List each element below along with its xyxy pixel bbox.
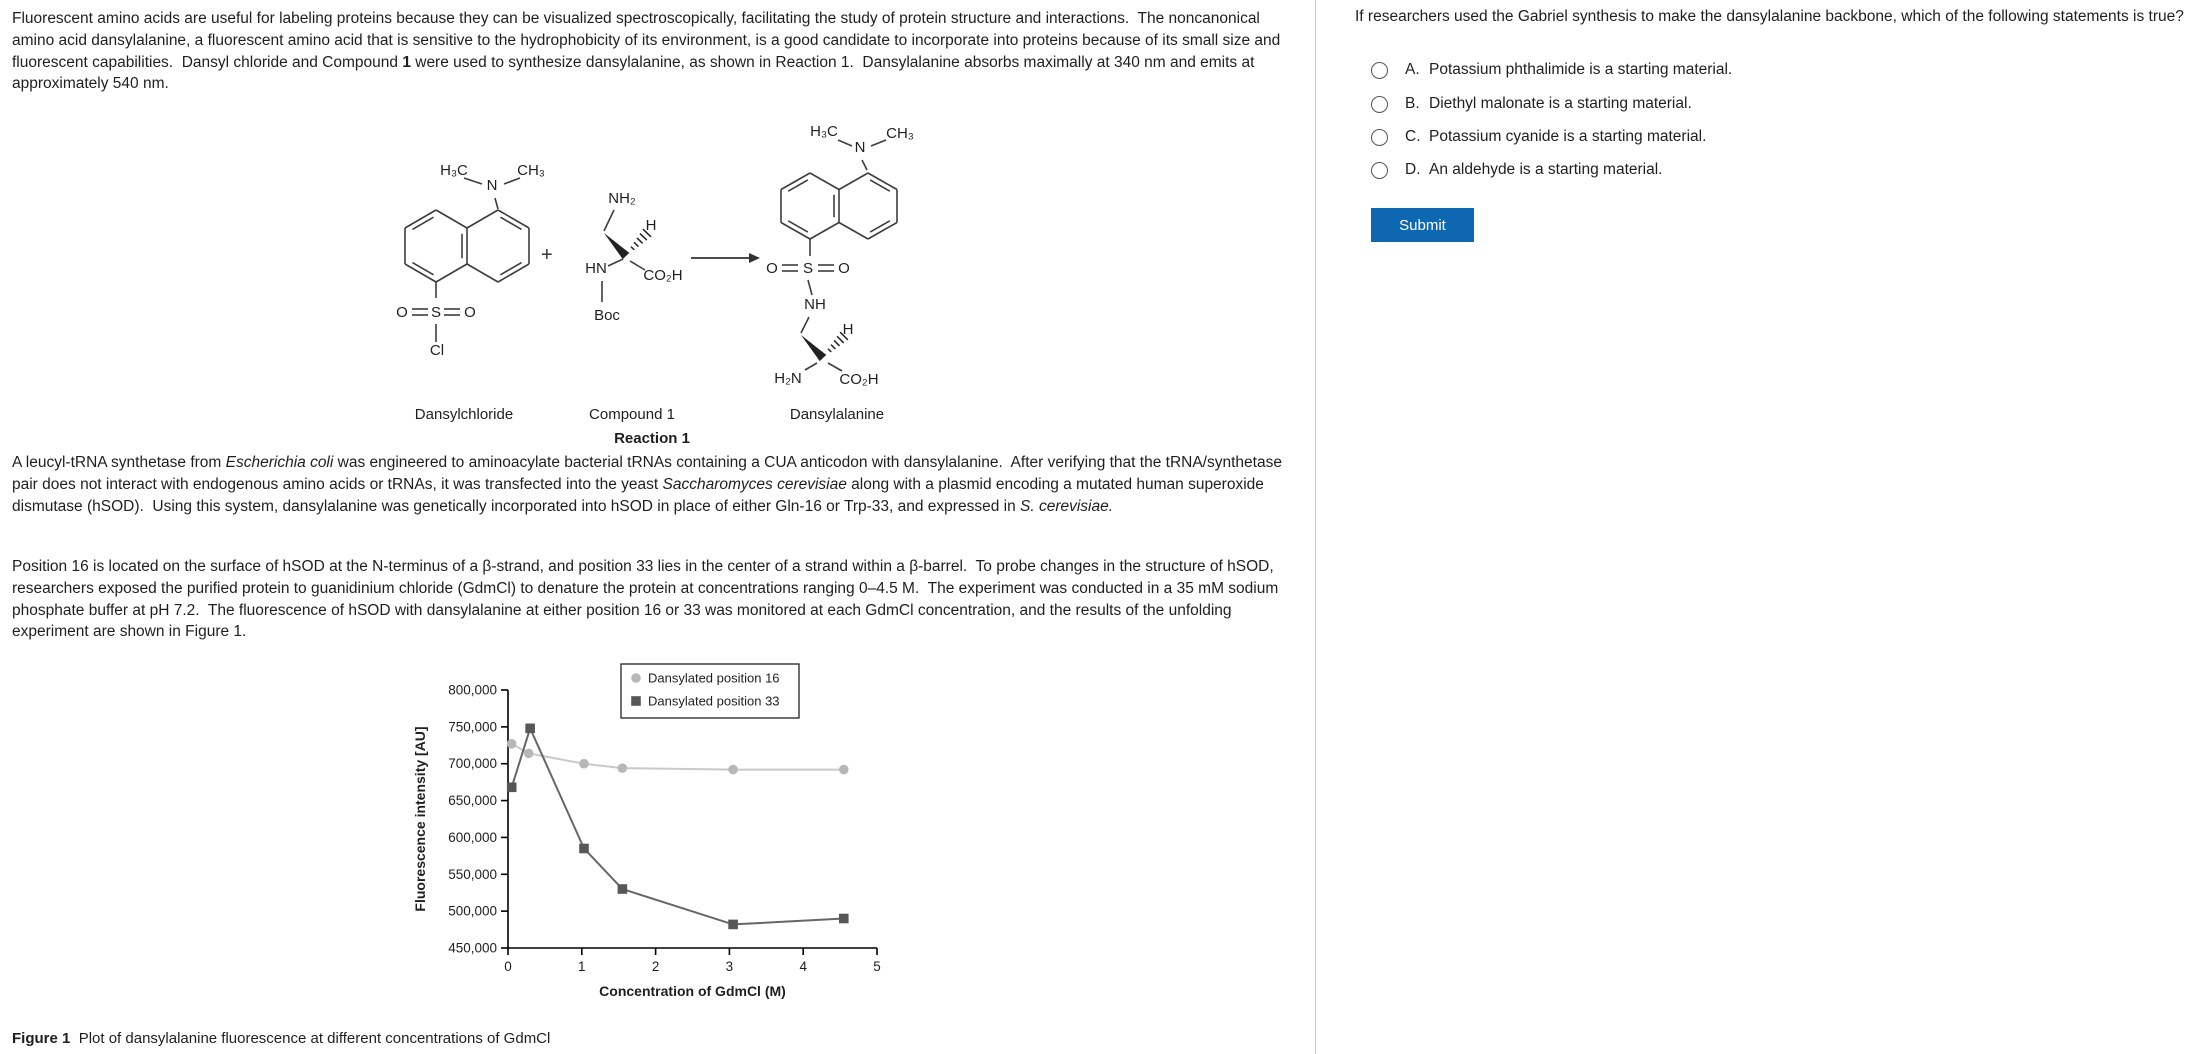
ring-bond — [839, 223, 868, 240]
option-a-letter: A. — [1405, 61, 1420, 78]
data-point — [728, 920, 738, 930]
data-point — [507, 783, 517, 793]
answer-option-b[interactable] — [1371, 94, 1692, 114]
bond — [604, 210, 614, 231]
double-bond — [412, 263, 433, 275]
answer-option-a[interactable] — [1371, 60, 1732, 80]
bond — [805, 363, 817, 370]
reaction-arrow-icon — [690, 249, 762, 267]
atom-label-o: O — [766, 260, 778, 277]
hash-bond — [828, 349, 831, 352]
text-segment: 1 — [402, 53, 411, 71]
atom-label-hn: HN — [585, 260, 607, 277]
text-segment: A leucyl-tRNA synthetase from — [12, 454, 226, 471]
atom-label-n: N — [854, 139, 866, 156]
atom-label-co2h: CO₂H — [643, 267, 683, 284]
double-bond — [500, 263, 521, 275]
y-axis-title: Fluorescence intensity [AU] — [412, 726, 428, 912]
text-segment: S. cerevisiae. — [1020, 497, 1114, 515]
y-tick-label: 600,000 — [448, 829, 497, 845]
atom-label-h2n: H₂N — [774, 370, 802, 387]
option-b-text: Diethyl malonate is a starting material. — [1429, 95, 1692, 112]
bond — [828, 363, 842, 371]
data-point — [507, 739, 517, 749]
atom-label-ch3: CH₃ — [886, 125, 914, 142]
legend-marker-circle — [631, 673, 641, 683]
atom-label-ch3: CH₃ — [517, 162, 545, 179]
x-tick-label: 5 — [873, 959, 881, 974]
answer-option-c[interactable] — [1371, 127, 1706, 147]
atom-label-cl: Cl — [429, 342, 445, 359]
data-point — [579, 759, 589, 769]
hash-bond — [634, 242, 639, 246]
ring-bond — [839, 173, 868, 190]
option-d-radio[interactable] — [1371, 162, 1388, 179]
option-b-letter: B. — [1405, 95, 1420, 112]
bond — [871, 140, 886, 146]
bond — [801, 317, 809, 333]
bond — [808, 280, 812, 295]
answer-option-d[interactable] — [1371, 160, 1662, 180]
ring-bond — [810, 173, 839, 190]
legend-marker-square — [631, 696, 641, 706]
option-d-text: An aldehyde is a starting material. — [1429, 161, 1663, 178]
option-d-letter: D. — [1405, 161, 1421, 178]
ring-bond — [467, 264, 498, 282]
data-point — [839, 765, 849, 775]
data-point — [579, 844, 589, 854]
y-tick-label: 800,000 — [448, 682, 497, 698]
wedge-bond — [801, 335, 826, 361]
series-line — [512, 728, 844, 924]
y-tick-label: 750,000 — [448, 719, 497, 735]
atom-label-o: O — [838, 260, 850, 277]
text-segment: Position 16 is located on the surface of hSOD at the N-terminus of a β-strand, and position 33 lies in the center of a strand within a β-barrel. To probe changes in the structure of hSOD, researchers exposed the purified protein to guanidinium chloride (GdmCl) to denature the protein at concentrations ranging 0–4.5 M. The experiment was conducted in a 35 mM sodium phosphate buffer at pH 7.2. The fluorescence of hSOD with dansylalanine at either position 16 or 33 was monitored at each GdmCl concentration, and the results of the unfolding experiment are shown in Figure 1. — [12, 558, 1283, 641]
figure-caption — [12, 1030, 550, 1047]
option-a-text: Potassium phthalimide is a starting material. — [1429, 61, 1733, 78]
ring-bond — [810, 223, 839, 240]
atom-label-nh: NH — [804, 296, 826, 313]
text-segment: Saccharomyces cerevisiae — [662, 475, 847, 493]
hash-bond — [631, 247, 634, 250]
double-bond — [500, 217, 521, 229]
data-point — [728, 765, 738, 775]
text-segment: along with a plasmid encoding a mutated human superoxide dismutase (hSOD). Using this system, dansylalanine was genetically incorporated into hSOD in place of either Gln-16 or Trp-33, and expressed in — [12, 475, 1269, 515]
hash-bond — [834, 340, 840, 346]
bond — [608, 259, 623, 266]
reaction-title: Reaction 1 — [614, 430, 690, 447]
text-segment: Fluorescent amino acids are useful for labeling proteins because they can be visualized spectroscopically, facilitating the study of protein structure and interactions. The noncanonical amino acid dansylalanine, a fluorescent amino acid that is sensitive to the hydrophobicity of its environment, is a good candidate to incorporate into proteins because of its small size and fluorescent capabilities. Dansyl chloride and Compound — [12, 10, 1285, 71]
legend-label: Dansylated position 33 — [648, 693, 780, 709]
dansyl-chloride-label: Dansylchloride — [414, 406, 514, 423]
option-b-radio[interactable] — [1371, 96, 1388, 113]
atom-label-h3c: H₃C — [440, 162, 468, 179]
data-point — [524, 749, 534, 759]
ring-bond — [467, 210, 498, 228]
atom-label-boc: Boc — [594, 307, 620, 324]
ring-bond — [436, 264, 467, 282]
y-tick-label: 550,000 — [448, 866, 497, 882]
figure-caption-number: Figure 1 — [12, 1030, 71, 1047]
bond — [862, 160, 867, 170]
hash-bond — [637, 238, 643, 243]
option-a-radio[interactable] — [1371, 62, 1388, 79]
double-bond — [870, 221, 890, 232]
bond — [838, 140, 852, 146]
atom-label-nh2: NH₂ — [608, 190, 636, 207]
x-tick-label: 4 — [799, 959, 807, 974]
atom-label-n: N — [486, 177, 498, 194]
data-point — [839, 914, 849, 924]
y-tick-label: 700,000 — [448, 756, 497, 772]
y-tick-label: 650,000 — [448, 793, 497, 809]
question-text: If researchers used the Gabriel synthesis to make the dansylalanine backbone, which of the following statements is true? — [1355, 8, 2184, 25]
x-tick-label: 3 — [725, 959, 734, 974]
atom-label-o: O — [396, 304, 408, 321]
atom-label-h: H — [645, 217, 657, 234]
passage-paragraph-1 — [12, 8, 1306, 95]
data-point — [618, 884, 628, 894]
bond — [495, 198, 498, 209]
atom-label-s: S — [802, 260, 814, 277]
double-bond — [870, 180, 890, 191]
passage-paragraph-2 — [12, 452, 1306, 517]
dansylalanine-label: Dansylalanine — [789, 406, 885, 423]
data-point — [618, 763, 628, 773]
atom-label-o: O — [464, 304, 476, 321]
series-line — [512, 744, 844, 770]
x-tick-label: 2 — [651, 959, 660, 974]
figure-caption-text: Plot of dansylalanine fluorescence at different concentrations of GdmCl — [70, 1030, 551, 1047]
text-segment: was engineered to aminoacylate bacterial tRNAs containing a CUA anticodon with dansylalanine. After verifying that the tRNA/synthetase pair does not interact with endogenous amino acids or tRNAs, it was transfected into the yeast — [12, 454, 1287, 493]
atom-label-h: H — [842, 321, 854, 338]
option-c-text: Potassium cyanide is a starting material. — [1429, 128, 1707, 145]
text-segment: Escherichia coli — [225, 454, 334, 471]
panel-divider — [1315, 0, 1316, 1054]
x-tick-label: 1 — [578, 959, 586, 974]
compound-1-structure — [561, 172, 701, 342]
hash-bond — [640, 234, 647, 240]
double-bond — [788, 221, 808, 232]
legend-label: Dansylated position 16 — [648, 670, 780, 686]
wedge-bond — [604, 233, 629, 259]
x-tick-label: 0 — [504, 959, 512, 974]
option-c-radio[interactable] — [1371, 129, 1388, 146]
double-bond — [788, 180, 808, 191]
hash-bond — [831, 345, 835, 349]
atom-label-s: S — [430, 304, 442, 321]
submit-button[interactable]: Submit — [1371, 208, 1474, 242]
figure1-chart — [405, 662, 945, 1012]
data-point — [525, 724, 535, 734]
plus-sign: + — [541, 244, 553, 266]
passage-paragraph-3 — [12, 556, 1306, 643]
atom-label-co2h: CO₂H — [839, 371, 879, 388]
y-tick-label: 500,000 — [448, 903, 497, 919]
dansyl-chloride-structure — [390, 112, 550, 362]
text-segment: were used to synthesize dansylalanine, as shown in Reaction 1. Dansylalanine absorbs maximally at 340 nm and emits at approximately 540 nm. — [12, 53, 1259, 93]
y-tick-label: 450,000 — [448, 940, 497, 956]
ring-bond — [436, 210, 467, 228]
x-axis-title: Concentration of GdmCl (M) — [599, 983, 786, 999]
compound-1-label: Compound 1 — [589, 406, 675, 423]
option-c-letter: C. — [1405, 128, 1421, 145]
dansylalanine-structure — [758, 106, 933, 406]
atom-label-h3c: H₃C — [810, 123, 838, 140]
double-bond — [412, 217, 433, 229]
